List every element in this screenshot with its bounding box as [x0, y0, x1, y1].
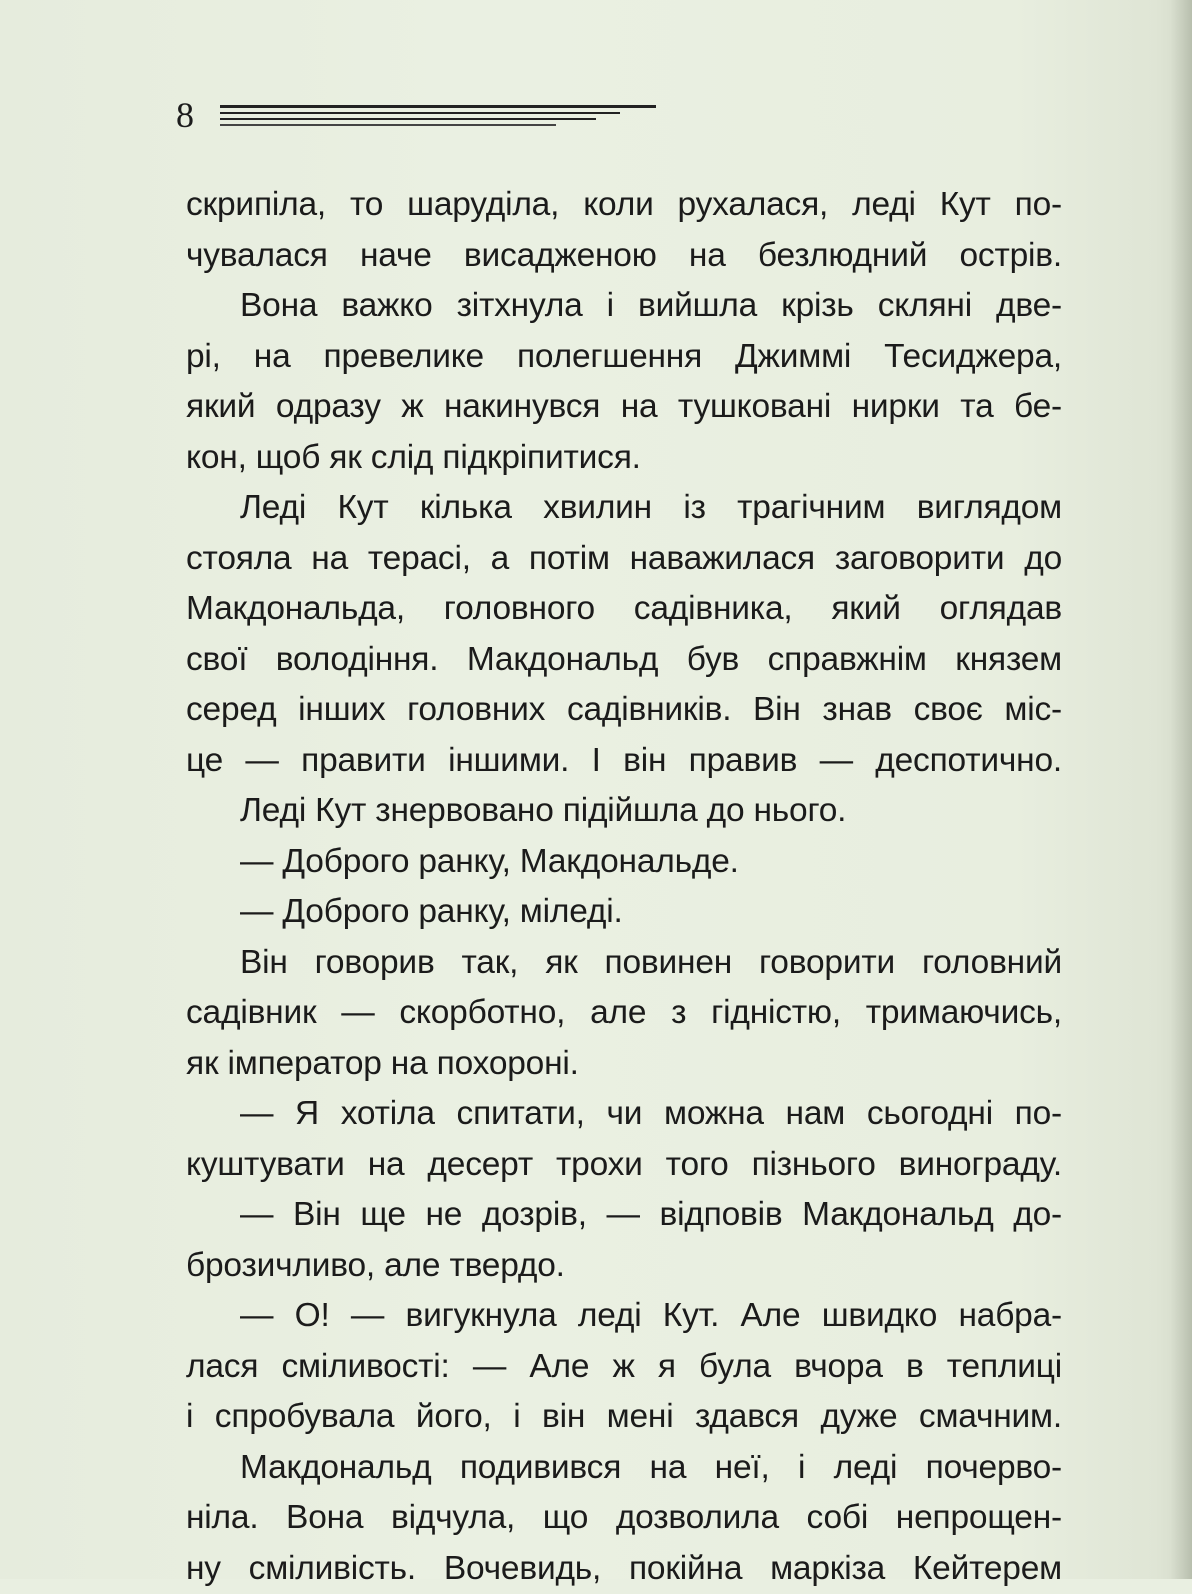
- running-header: [176, 90, 676, 140]
- text-line: скрипіла, то шаруділа, коли рухалася, леді Кут по-: [186, 180, 1062, 231]
- text-line: серед інших головних садівників. Він знав своє міс-: [186, 685, 1062, 736]
- page-gutter-shadow: [1170, 0, 1192, 1579]
- text-line: Він говорив так, як повинен говорити головний: [186, 938, 1062, 989]
- text-line: Макдональд подивився на неї, і леді почерво-: [186, 1443, 1062, 1494]
- text-line: який одразу ж накинувся на тушковані нирки та бе-: [186, 382, 1062, 433]
- text-line: — Доброго ранку, Макдональде.: [186, 837, 1062, 888]
- text-line: садівник — скорботно, але з гідністю, тримаючись,: [186, 988, 1062, 1039]
- text-line: і спробувала його, і він мені здався дуже смачним.: [186, 1392, 1062, 1443]
- text-line: рі, на превелике полегшення Джиммі Тесиджера,: [186, 332, 1062, 383]
- text-line: Леді Кут знервовано підійшла до нього.: [186, 786, 1062, 837]
- page-number: 8: [176, 90, 194, 140]
- text-line: кон, щоб як слід підкріпитися.: [186, 433, 1062, 484]
- text-line: як імператор на похороні.: [186, 1039, 1062, 1090]
- header-rule: [220, 112, 620, 114]
- header-rule: [220, 105, 656, 108]
- header-rule: [220, 118, 596, 120]
- text-line: Макдональда, головного садівника, який оглядав: [186, 584, 1062, 635]
- text-line: це — правити іншими. І він правив — деспотично.: [186, 736, 1062, 787]
- text-line: чувалася наче висадженою на безлюдний острів.: [186, 231, 1062, 282]
- text-line: куштувати на десерт трохи того пізнього винограду.: [186, 1140, 1062, 1191]
- text-line: стояла на терасі, а потім наважилася заговорити до: [186, 534, 1062, 585]
- text-line: ніла. Вона відчула, що дозволила собі непрощен-: [186, 1493, 1062, 1544]
- text-line: ну сміливість. Вочевидь, покійна маркіза Кейтерем: [186, 1544, 1062, 1594]
- text-line: — О! — вигукнула леді Кут. Але швидко набра-: [186, 1291, 1062, 1342]
- text-line: Леді Кут кілька хвилин із трагічним виглядом: [186, 483, 1062, 534]
- body-text: [186, 180, 1062, 1594]
- text-line: Вона важко зітхнула і вийшла крізь скляні две-: [186, 281, 1062, 332]
- text-line: — Він ще не дозрів, — відповів Макдональд до-: [186, 1190, 1062, 1241]
- text-line: свої володіння. Макдональд був справжнім князем: [186, 635, 1062, 686]
- text-line: брозичливо, але твердо.: [186, 1241, 1062, 1292]
- text-line: — Доброго ранку, міледі.: [186, 887, 1062, 938]
- header-rule: [220, 124, 556, 126]
- text-line: лася сміливості: — Але ж я була вчора в теплиці: [186, 1342, 1062, 1393]
- text-line: — Я хотіла спитати, чи можна нам сьогодні по-: [186, 1089, 1062, 1140]
